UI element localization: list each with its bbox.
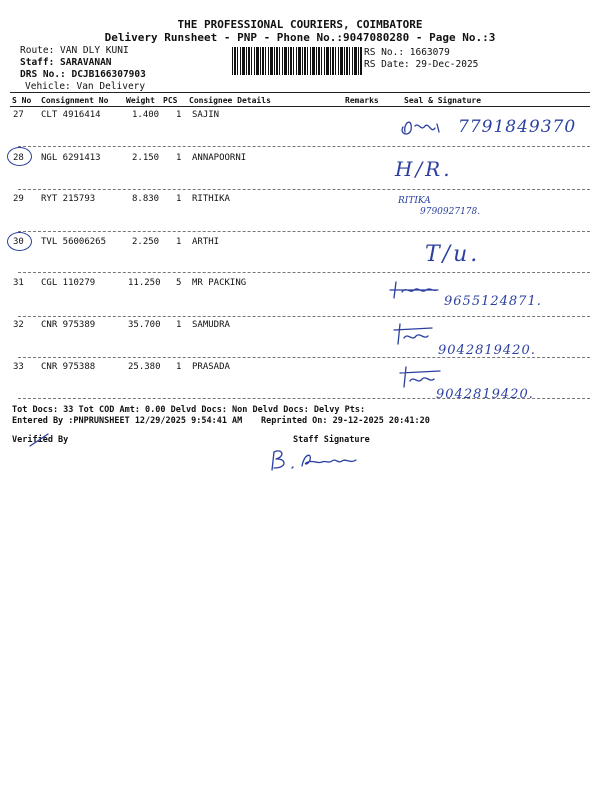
row-consignee: RITHIKA: [192, 194, 230, 204]
row-weight: 25.380: [128, 362, 161, 372]
handwritten-phone-27: 7791849370: [458, 117, 577, 137]
drs-number: DRS No.: DCJB166307903: [20, 69, 146, 80]
row-divider: [18, 272, 590, 273]
row-consignment: CNR 975389: [41, 320, 96, 330]
row-consignee: SAJIN: [192, 110, 220, 120]
col-consignment: Consignment No: [41, 96, 109, 105]
row-pcs: 1: [176, 320, 182, 330]
row-weight: 2.250: [132, 237, 160, 247]
row-consignee: ARTHI: [192, 237, 220, 247]
row-consignment: NGL 6291413: [41, 153, 101, 163]
signature-32-icon: [392, 322, 442, 348]
row-pcs: 1: [176, 362, 182, 372]
totals-line: Tot Docs: 33 Tot COD Amt: 0.00 Delvd Docs: Non Delvd Docs: Delvy Pts:: [12, 405, 366, 415]
row-pcs: 1: [176, 194, 182, 204]
row-divider: [18, 231, 590, 232]
staff-signature-icon: [268, 446, 368, 474]
row-sno: 29: [13, 194, 24, 204]
runsheet-subtitle: Delivery Runsheet - PNP - Phone No.:9047080280 - Page No.:3: [104, 31, 496, 44]
row-weight: 2.150: [132, 153, 160, 163]
row-consignment: TVL 56006265: [41, 237, 107, 247]
row-pcs: 1: [176, 237, 182, 247]
row-sno: 32: [13, 320, 24, 330]
header-bottom-rule: [10, 106, 590, 107]
row-weight: 11.250: [128, 278, 161, 288]
company-title: THE PROFESSIONAL COURIERS, COIMBATORE: [177, 18, 423, 31]
row-sno: 31: [13, 278, 24, 288]
row-consignee: PRASADA: [192, 362, 230, 372]
handwritten-name-29: RITIKA: [398, 196, 431, 206]
row-pcs: 1: [176, 153, 182, 163]
handwritten-remark-30: T/u.: [425, 242, 481, 267]
entered-by: Entered By :PNPRUNSHEET 12/29/2025 9:54:41 AM: [12, 416, 243, 426]
row-consignee: SAMUDRA: [192, 320, 230, 330]
handwritten-phone-32: 9042819420.: [438, 343, 536, 358]
signature-27-icon: [395, 112, 455, 142]
row-weight: 8.830: [132, 194, 160, 204]
row-pcs: 5: [176, 278, 182, 288]
header-top-rule: [10, 92, 590, 93]
verified-by-mark-icon: [28, 432, 52, 448]
col-weight: Weight: [126, 96, 155, 105]
row-weight: 35.700: [128, 320, 161, 330]
row-pcs: 1: [176, 110, 182, 120]
rs-number: RS No.: 1663079: [364, 47, 450, 58]
row-sno: 30: [13, 237, 24, 247]
row-divider: [18, 189, 590, 190]
rs-date: RS Date: 29-Dec-2025: [364, 59, 479, 70]
ink-circle-28: [7, 147, 32, 166]
row-consignee: ANNAPOORNI: [192, 153, 247, 163]
handwritten-phone-31: 9655124871.: [444, 294, 542, 309]
handwritten-remark-28: H/R.: [395, 157, 453, 181]
signature-31-icon: [388, 278, 448, 302]
staff-label: Staff: SARAVANAN: [20, 57, 112, 68]
row-consignment: CNR 975388: [41, 362, 96, 372]
col-pcs: PCS: [163, 96, 178, 105]
row-divider: [18, 146, 590, 147]
row-sno: 28: [13, 153, 24, 163]
row-consignment: CGL 110279: [41, 278, 96, 288]
col-sno: S No: [12, 96, 32, 105]
handwritten-phone-33: 9042819420.: [436, 387, 534, 402]
row-consignee: MR PACKING: [192, 278, 247, 288]
staff-signature-label: Staff Signature: [293, 435, 370, 445]
row-sno: 27: [13, 110, 24, 120]
row-sno: 33: [13, 362, 24, 372]
reprinted-on: Reprinted On: 29-12-2025 20:41:20: [261, 416, 430, 426]
route-label: Route: VAN DLY KUNI: [20, 45, 129, 56]
col-consignee: Consignee Details: [189, 96, 271, 105]
col-seal-signature: Seal & Signature: [404, 96, 482, 105]
col-remarks: Remarks: [345, 96, 379, 105]
ink-circle-30: [7, 232, 32, 251]
row-divider: [18, 316, 590, 317]
barcode-image: [232, 47, 362, 75]
verified-by-label: Verified By: [12, 435, 69, 445]
vehicle-label: Vehicle: Van Delivery: [25, 81, 146, 92]
row-consignment: CLT 4916414: [41, 110, 101, 120]
row-weight: 1.400: [132, 110, 160, 120]
handwritten-phone-29: 9790927178.: [420, 207, 481, 217]
row-consignment: RYT 215793: [41, 194, 96, 204]
